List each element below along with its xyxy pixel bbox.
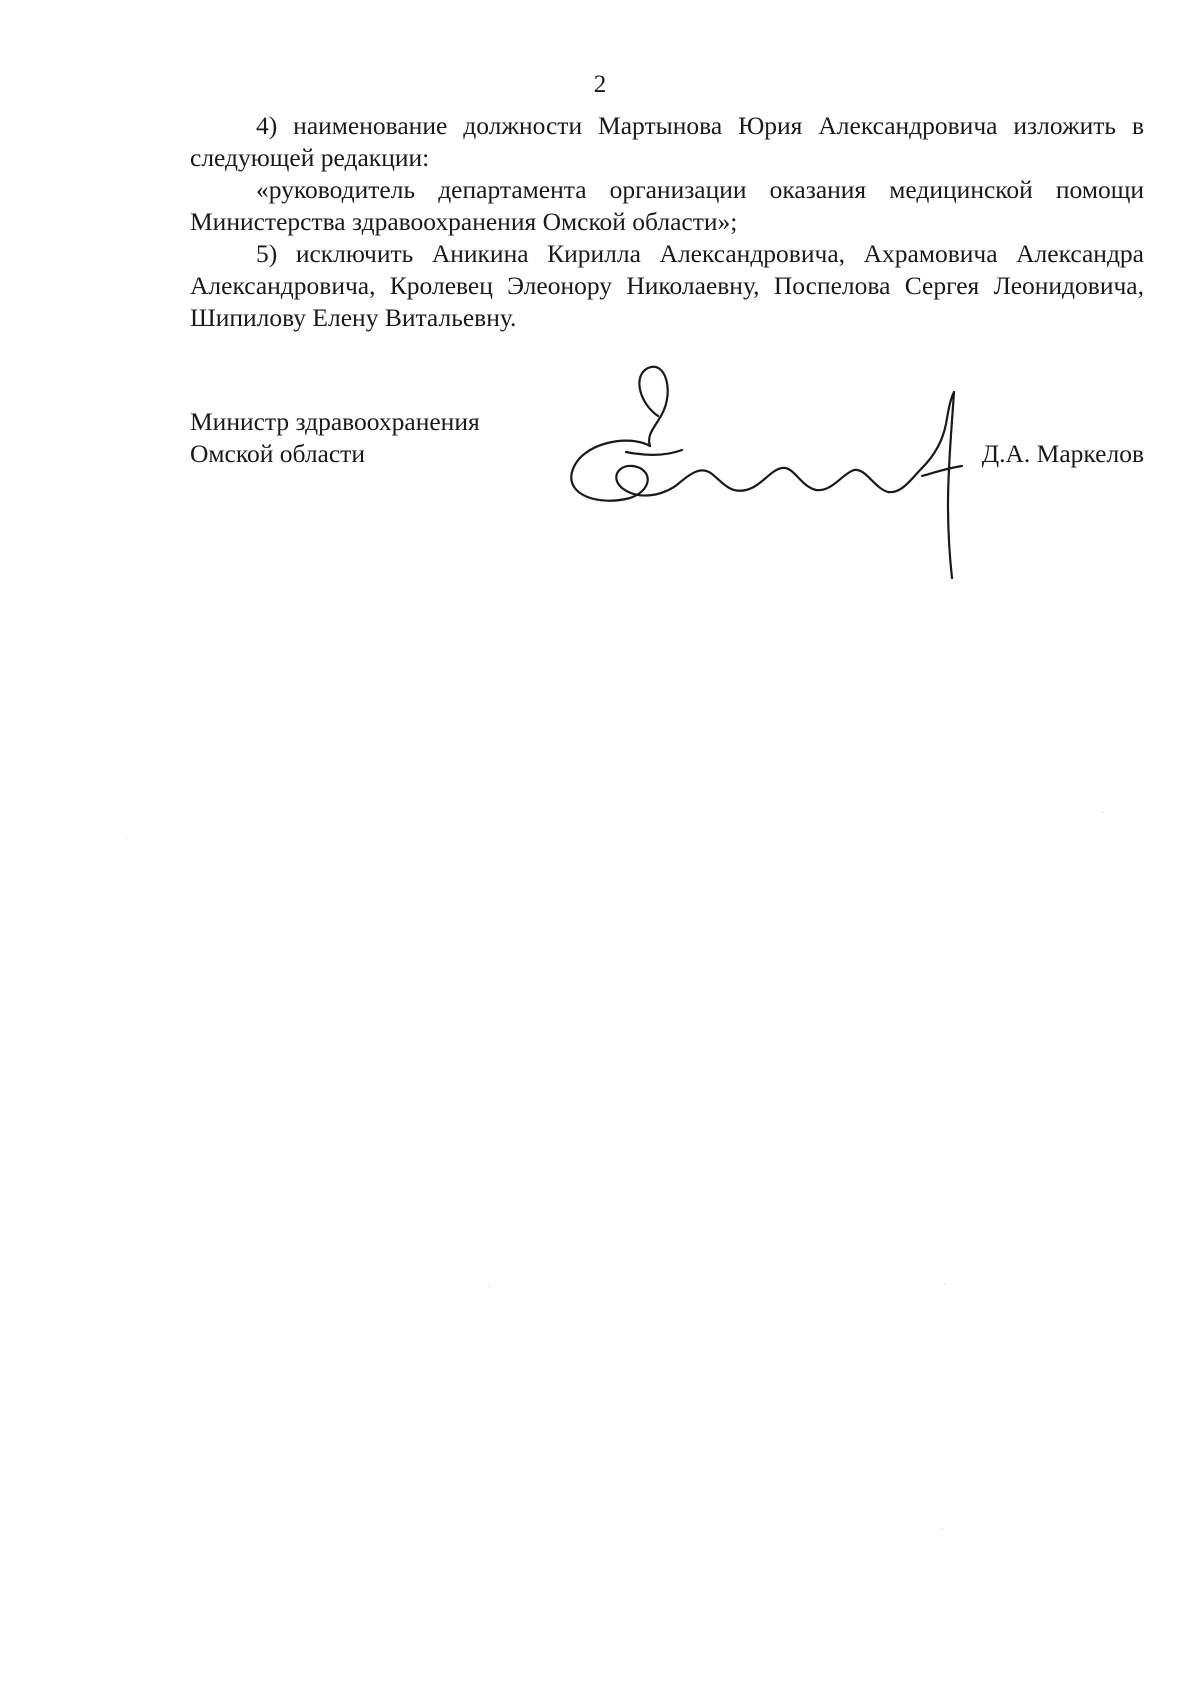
document-body xyxy=(190,110,1144,334)
signer-name: Д.А. Маркелов xyxy=(981,439,1144,468)
scan-speck xyxy=(488,1286,489,1287)
scan-speck xyxy=(126,838,127,839)
signer-title xyxy=(190,406,480,470)
signer-title-line-1: Министр здравоохранения xyxy=(190,407,480,436)
handwritten-signature-icon xyxy=(570,364,1010,584)
scan-speck xyxy=(942,1528,943,1529)
signer-title-line-2: Омской области xyxy=(190,439,365,468)
signature-block xyxy=(190,406,1144,546)
scan-speck xyxy=(1102,812,1103,813)
paragraph-item-5: 5) исключить Аникина Кирилла Александровича, Ахрамовича Александра Александровича, Кролевец Элеонору Николаевну, Поспелова Сергея Леонидовича, Шипилову Елену Витальевну. xyxy=(190,239,1144,332)
paragraph-quote: «руководитель департамента организации оказания медицинской помощи Министерства здравоохранения Омской области»; xyxy=(190,175,1144,236)
page-number: 2 xyxy=(593,71,607,98)
scan-speck xyxy=(944,1284,945,1285)
paragraph-item-4: 4) наименование должности Мартынова Юрия Александровича изложить в следующей редакции: xyxy=(190,111,1144,172)
